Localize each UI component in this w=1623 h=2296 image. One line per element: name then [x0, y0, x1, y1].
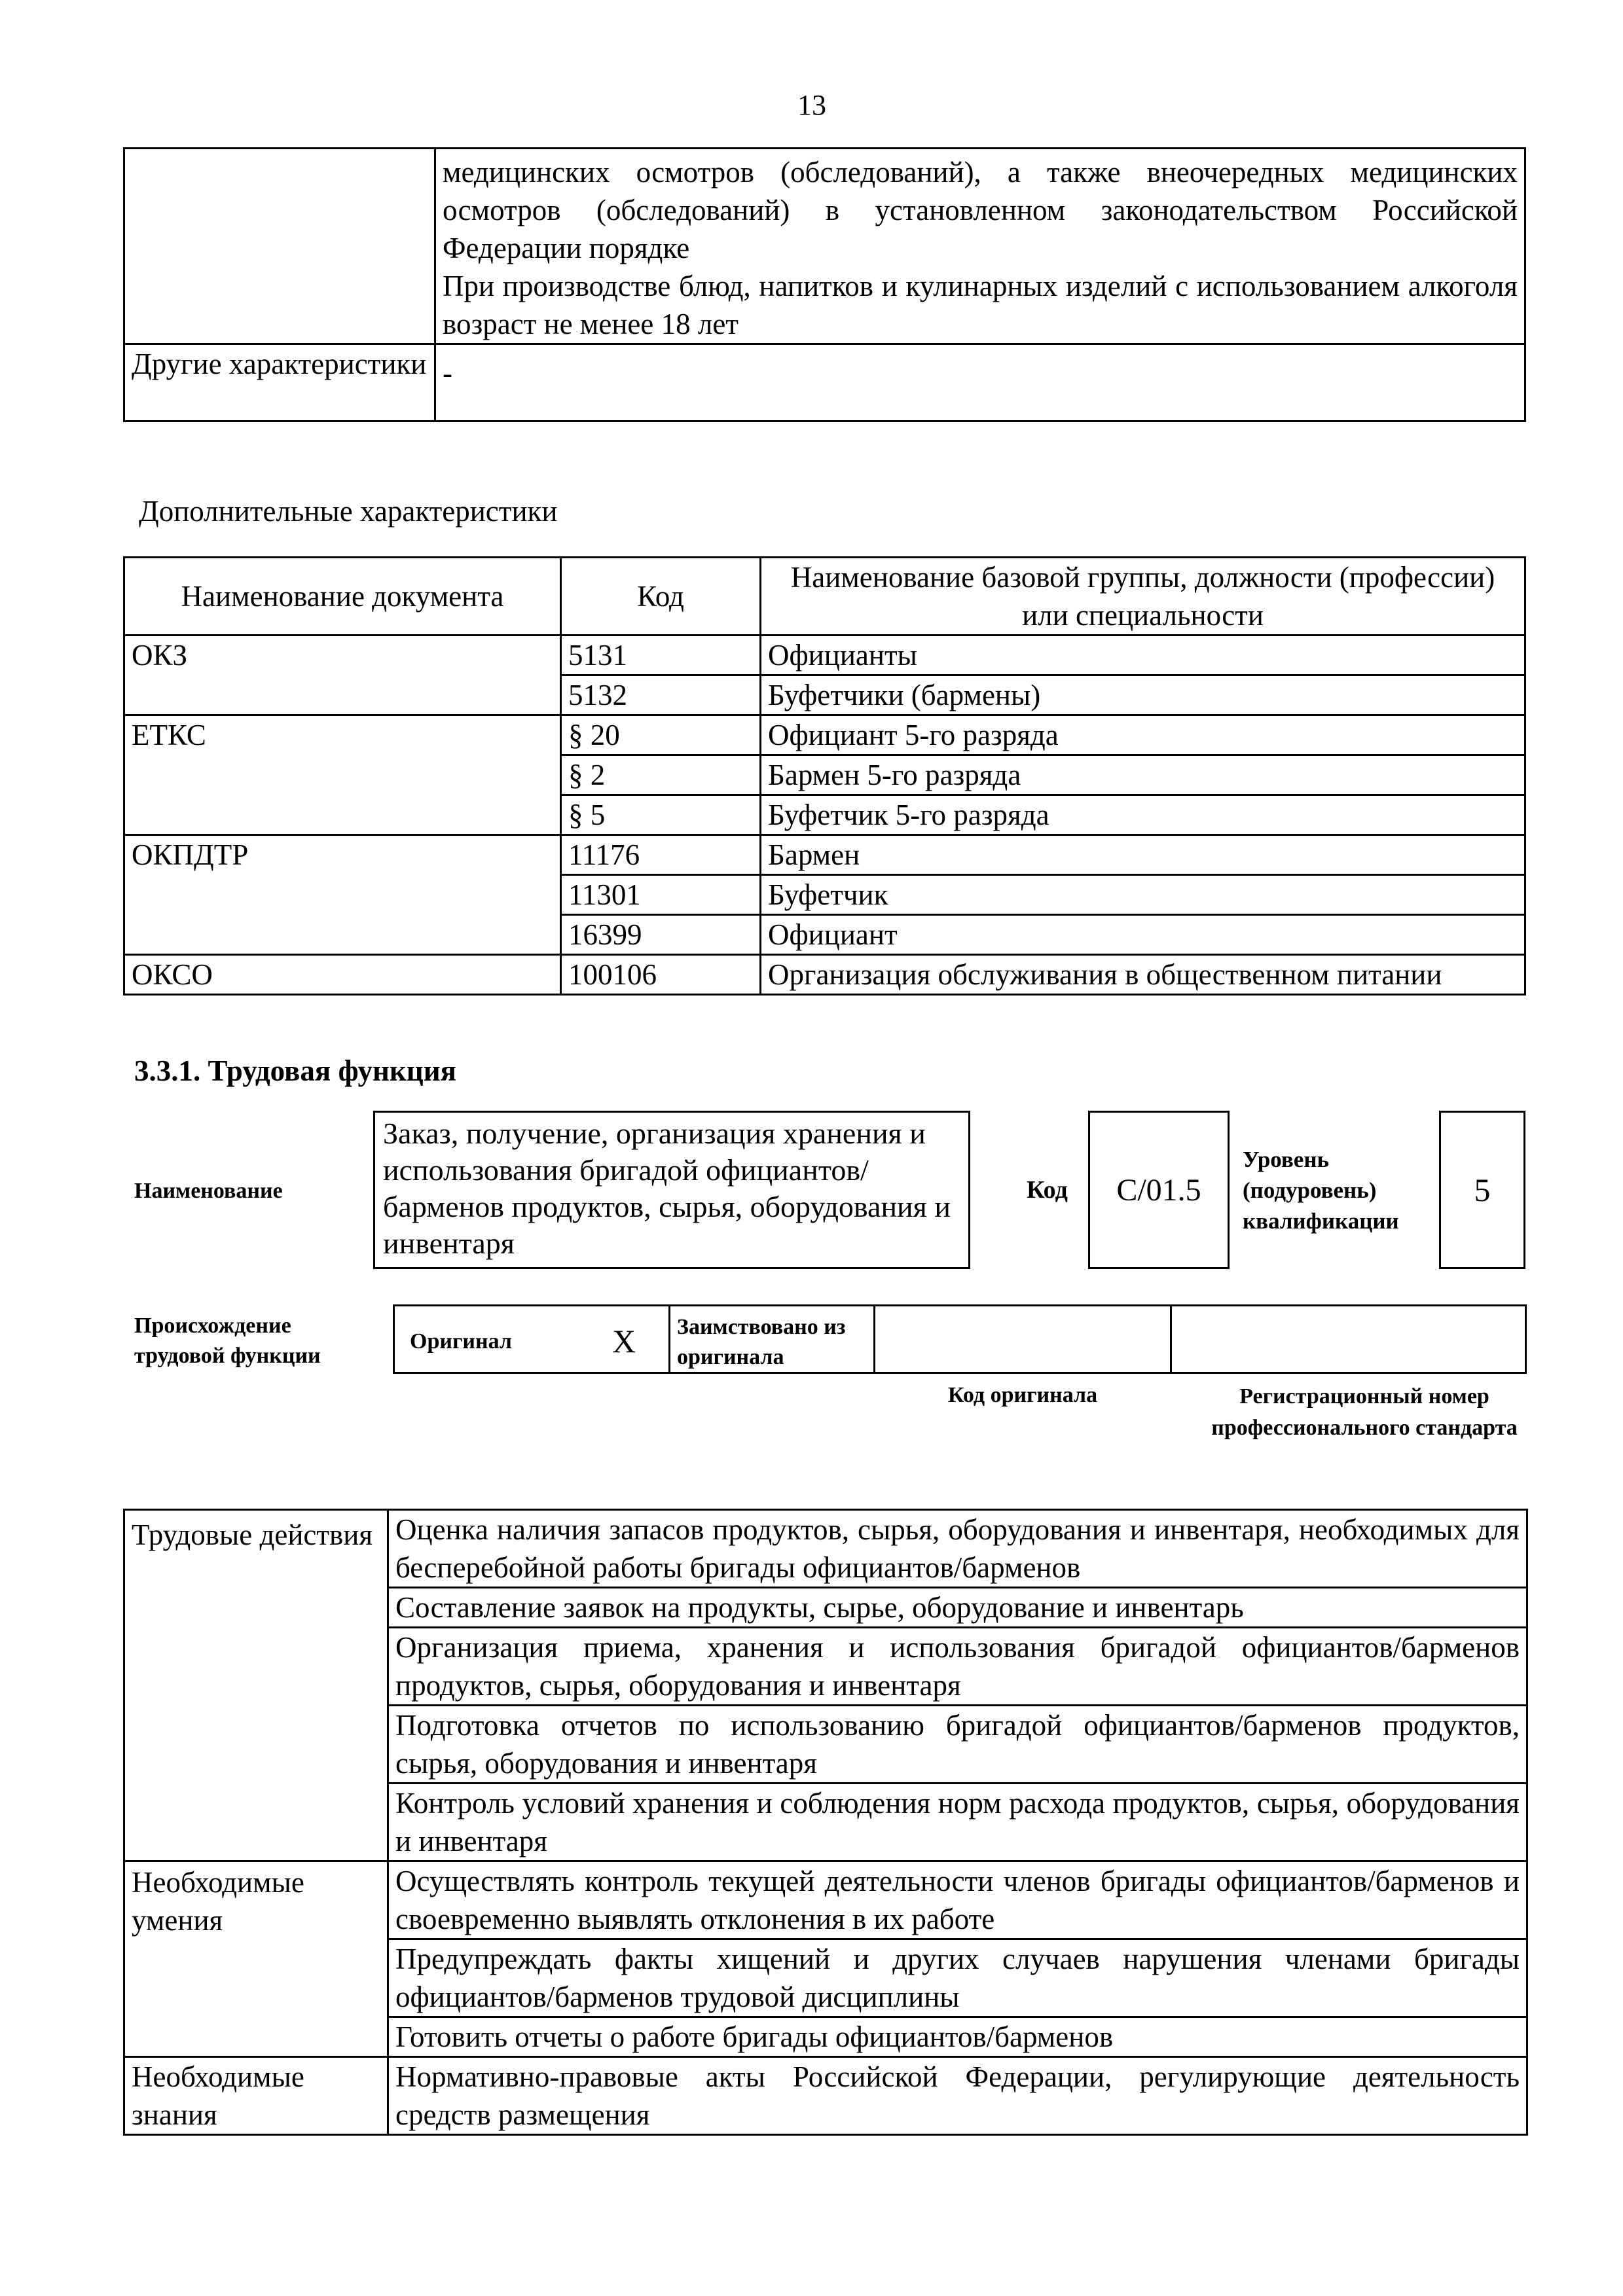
- name-cell: Официанты: [761, 636, 1525, 675]
- requirements-table: [123, 147, 1526, 422]
- name-cell: Буфетчик 5-го разряда: [761, 795, 1525, 835]
- name-cell: Официант 5-го разряда: [761, 715, 1525, 755]
- code-cell: § 20: [561, 715, 761, 755]
- level-label: Уровень (подуровень) квалификации: [1243, 1147, 1399, 1234]
- table-header-row: [124, 558, 1525, 636]
- doc-cell: ОКПДТР: [124, 835, 561, 955]
- additional-table: [123, 556, 1526, 996]
- name-cell: Буфетчик: [761, 875, 1525, 915]
- function-name: Заказ, получение, организация хранения и использования бригадой официантов/барменов продуктов, сырья, оборудования и инвентаря: [383, 1117, 951, 1260]
- function-name-box: [373, 1111, 970, 1269]
- table-row: [124, 344, 1525, 422]
- details-item: Контроль условий хранения и соблюдения норм расхода продуктов, сырья, оборудования и инвентаря: [388, 1784, 1527, 1861]
- table-row: [124, 2057, 1527, 2135]
- row-label: [124, 149, 435, 344]
- header-cell: Код: [561, 558, 761, 636]
- name-cell: Бармен 5-го разряда: [761, 755, 1525, 795]
- code-value: C/01.5: [1116, 1172, 1201, 1208]
- details-table: [123, 1509, 1528, 2136]
- table-row: [124, 715, 1525, 755]
- code-cell: § 2: [561, 755, 761, 795]
- table-row: [124, 835, 1525, 875]
- table-row: [124, 1861, 1527, 1939]
- function-heading: 3.3.1. Трудовая функция: [134, 1054, 457, 1087]
- level-value: 5: [1474, 1172, 1491, 1208]
- code-original-caption: Код оригинала: [947, 1383, 1098, 1407]
- original-mark: X: [612, 1323, 636, 1359]
- code-box: [1088, 1111, 1230, 1269]
- details-item: Подготовка отчетов по использованию бригадой официантов/барменов продуктов, сырья, оборудования и инвентаря: [388, 1706, 1527, 1784]
- table-row: [124, 636, 1525, 675]
- paragraph: При производстве блюд, напитков и кулинарных изделий с использованием алкоголя возраст не менее 18 лет: [443, 270, 1518, 340]
- name-cell: Буфетчики (бармены): [761, 675, 1525, 715]
- table-row: [124, 1510, 1527, 1588]
- table-row: [124, 149, 1525, 344]
- borrowed-label: Заимствовано из оригинала: [677, 1315, 846, 1369]
- details-item: Предупреждать факты хищений и других случаев нарушения членами бригады официантов/барменов трудовой дисциплины: [388, 1939, 1527, 2017]
- name-cell: Организация обслуживания в общественном питании: [761, 955, 1525, 995]
- code-cell: 5132: [561, 675, 761, 715]
- table-row: [124, 955, 1525, 995]
- code-original-cell: [873, 1304, 1172, 1374]
- name-cell: Официант: [761, 915, 1525, 955]
- doc-cell: ОКЗ: [124, 636, 561, 715]
- name-cell: Бармен: [761, 835, 1525, 875]
- row-content: -: [435, 344, 1525, 422]
- row-label: Другие характеристики: [124, 344, 435, 422]
- details-item: Готовить отчеты о работе бригады официантов/барменов: [388, 2017, 1527, 2057]
- code-cell: § 5: [561, 795, 761, 835]
- code-cell: 5131: [561, 636, 761, 675]
- section-label: Трудовые действия: [124, 1510, 388, 1861]
- code-cell: 11176: [561, 835, 761, 875]
- code-label: Код: [1027, 1176, 1068, 1204]
- reg-number-caption: Регистрационный номер профессионального стандарта: [1211, 1384, 1518, 1440]
- header-cell: Наименование базовой группы, должности (профессии) или специальности: [761, 558, 1525, 636]
- code-cell: 100106: [561, 955, 761, 995]
- details-item: Осуществлять контроль текущей деятельности членов бригады официантов/барменов и своевременно выявлять отклонения в их работе: [388, 1861, 1527, 1939]
- details-item: Организация приема, хранения и использования бригадой официантов/барменов продуктов, сырья, оборудования и инвентаря: [388, 1628, 1527, 1706]
- doc-cell: ОКСО: [124, 955, 561, 995]
- header-cell: Наименование документа: [124, 558, 561, 636]
- section-label: Необходимые умения: [124, 1861, 388, 2057]
- paragraph: медицинских осмотров (обследований), а также внеочередных медицинских осмотров (обследований) в установленном законодательством Российской Федерации порядке: [443, 156, 1518, 264]
- name-label: Наименование: [134, 1179, 283, 1203]
- code-cell: 16399: [561, 915, 761, 955]
- section-label: Необходимые знания: [124, 2057, 388, 2135]
- level-box: [1439, 1111, 1525, 1269]
- section-title: Дополнительные характеристики: [139, 495, 558, 528]
- details-item: Составление заявок на продукты, сырье, оборудование и инвентарь: [388, 1588, 1527, 1628]
- details-item: Нормативно-правовые акты Российской Федерации, регулирующие деятельность средств размещения: [388, 2057, 1527, 2135]
- details-item: Оценка наличия запасов продуктов, сырья, оборудования и инвентаря, необходимых для бесперебойной работы бригады официантов/барменов: [388, 1510, 1527, 1588]
- original-label: Оригинал: [410, 1329, 512, 1354]
- origin-label: Происхождение трудовой функции: [134, 1314, 321, 1368]
- row-content: [435, 149, 1525, 344]
- page-number: 13: [797, 89, 826, 121]
- doc-cell: ЕТКС: [124, 715, 561, 835]
- code-cell: 11301: [561, 875, 761, 915]
